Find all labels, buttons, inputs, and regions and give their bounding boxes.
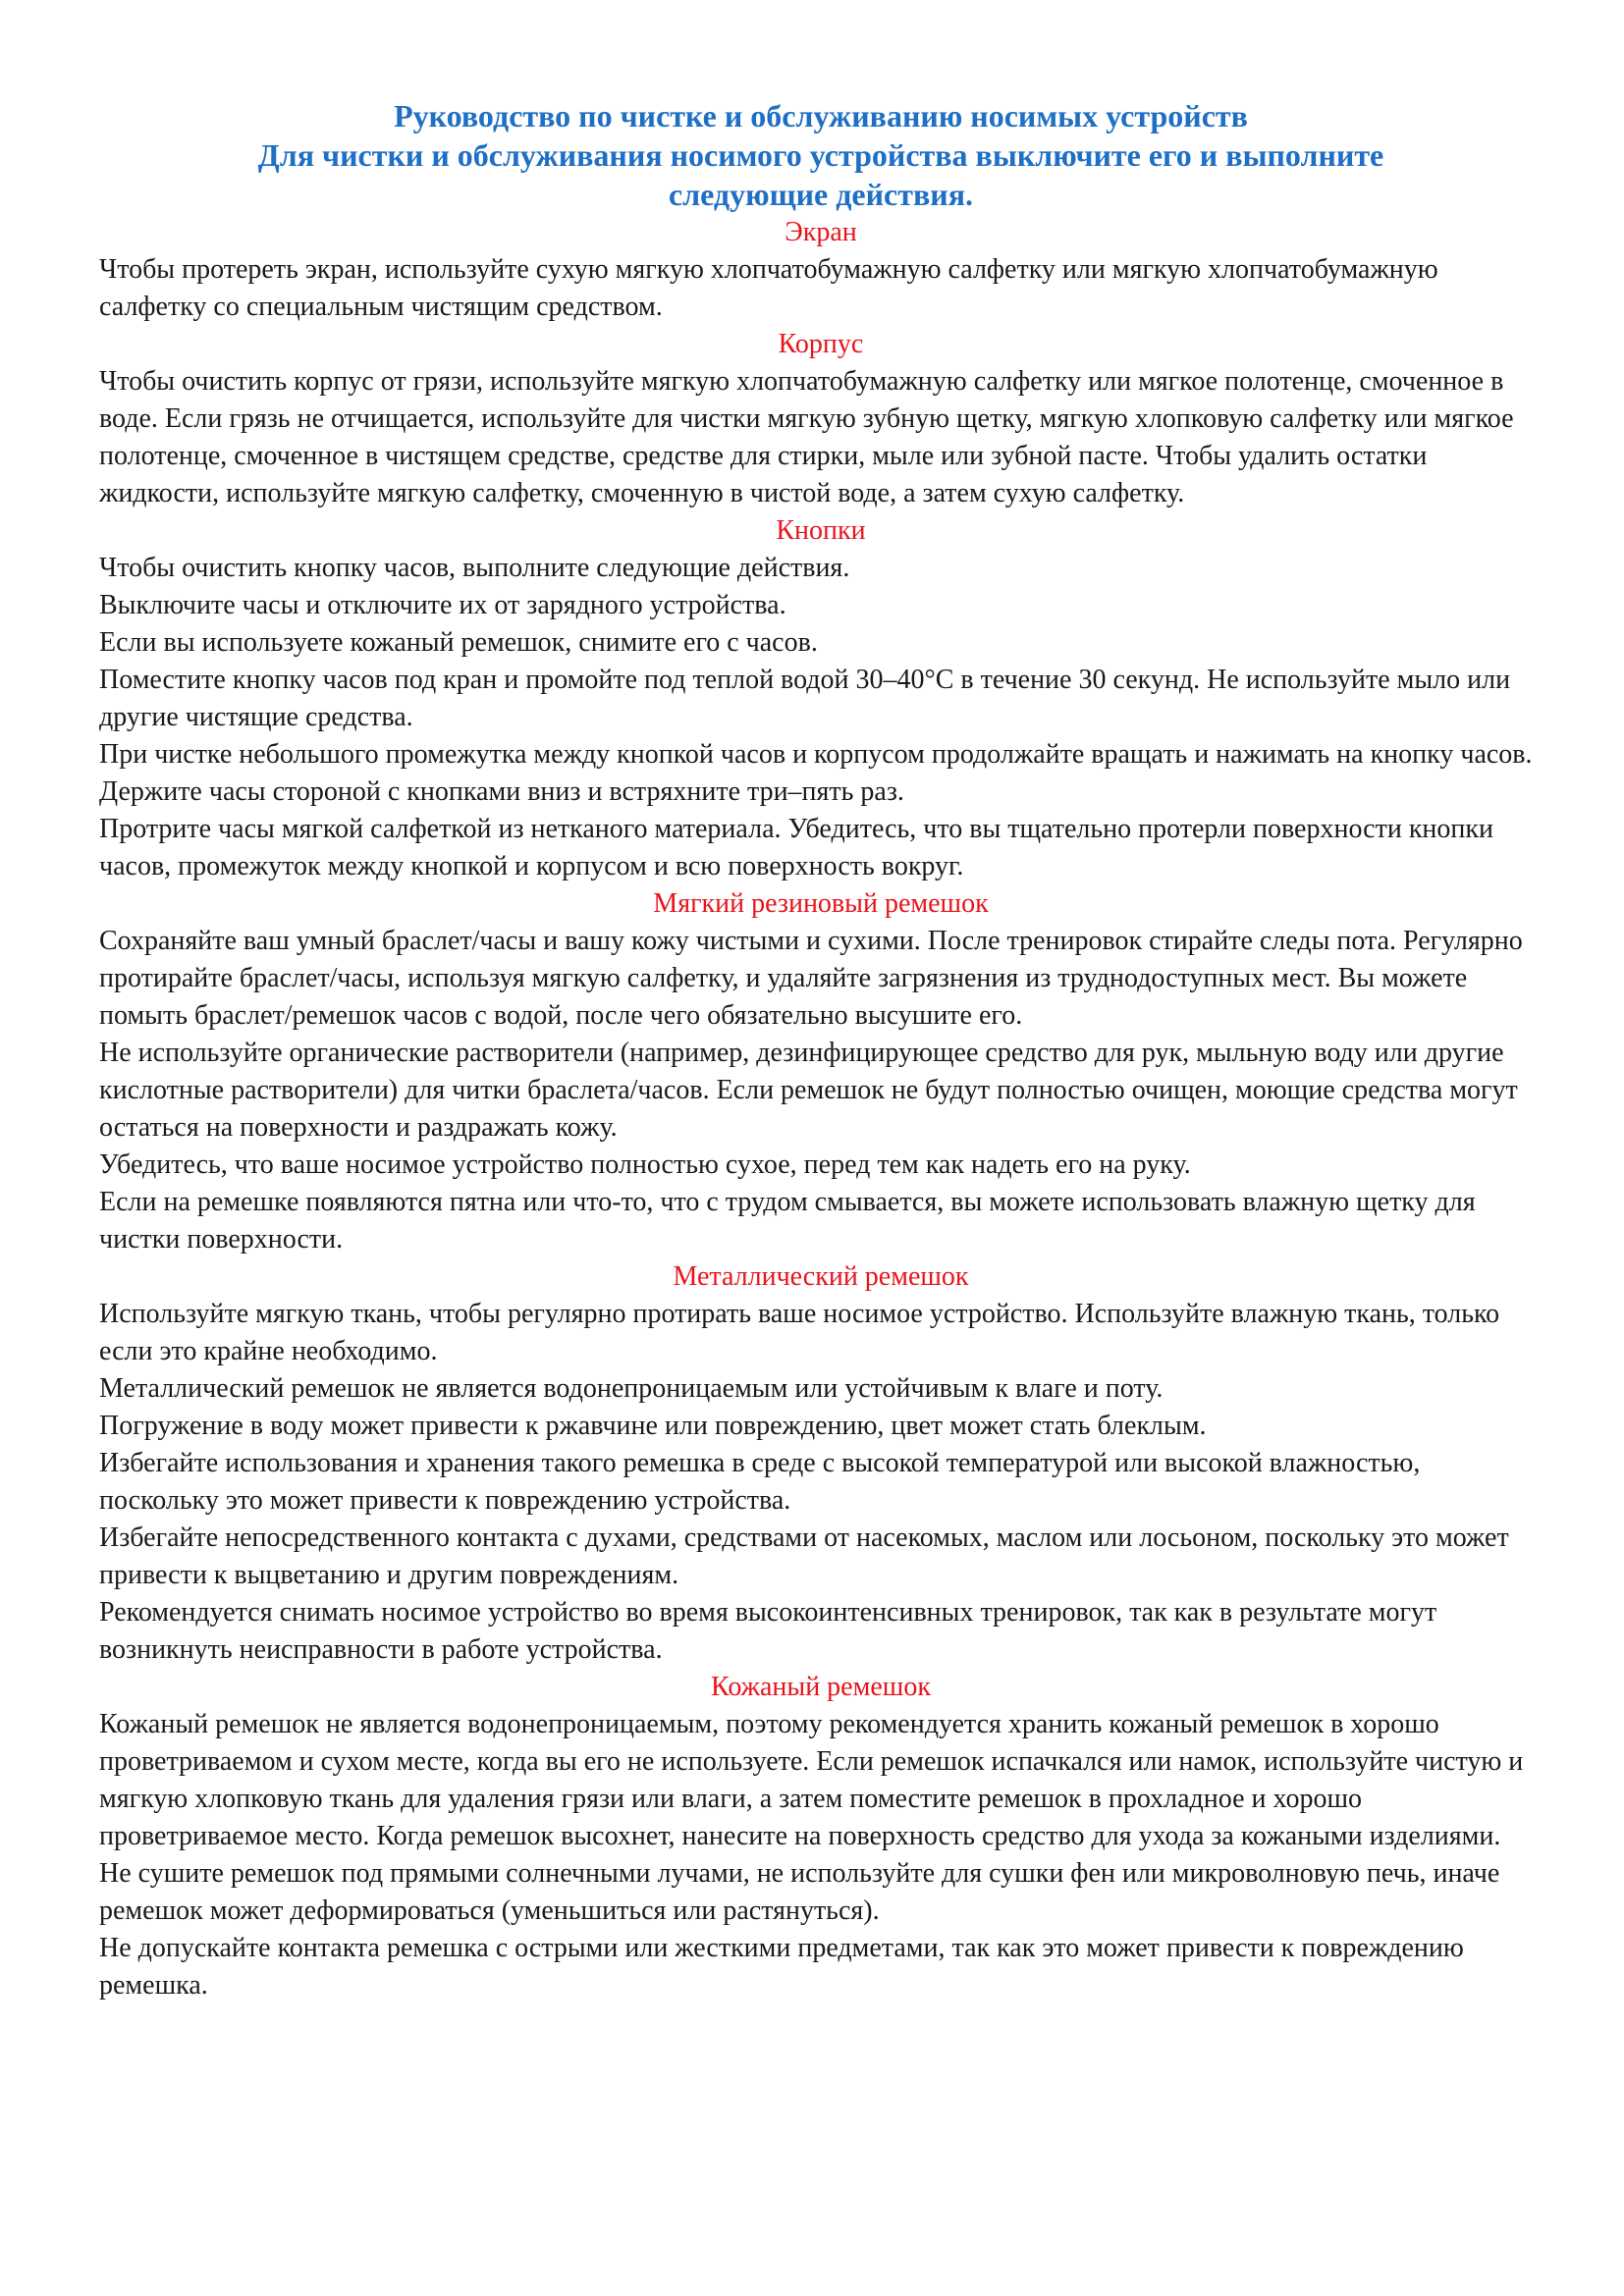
section-screen [99, 214, 1543, 326]
paragraph: Поместите кнопку часов под кран и промойте под теплой водой 30–40°C в течение 30 секунд. Не используйте мыло или другие чистящие средства. [99, 665, 1511, 732]
paragraph: Избегайте использования и хранения такого ремешка в среде с высокой температурой или высокой влажностью, поскольку это может привести к повреждению устройства. [99, 1448, 1421, 1516]
paragraph: Рекомендуется снимать носимое устройство во время высокоинтенсивных тренировок, так как в результате могут возникнуть неисправности в работе устройства. [99, 1597, 1437, 1665]
paragraph: Не допускайте контакта ремешка с острыми или жесткими предметами, так как это может привести к повреждению ремешка. [99, 1933, 1464, 2001]
section-metal-strap [99, 1258, 1543, 1669]
title-line-3: следующие действия. [668, 177, 973, 212]
paragraph: Не сушите ремешок под прямыми солнечными лучами, не используйте для сушки фен или микроволновую печь, иначе ремешок может деформироваться (уменьшиться или растянуться). [99, 1858, 1500, 1926]
section-body [99, 326, 1543, 512]
paragraph: Если на ремешке появляются пятна или что-то, что с трудом смывается, вы можете использовать влажную щетку для чистки поверхности. [99, 1187, 1476, 1255]
paragraph: Если вы используете кожаный ремешок, снимите его с часов. [99, 627, 818, 658]
section-heading: Кожаный ремешок [711, 1672, 931, 1702]
paragraph: Чтобы очистить кнопку часов, выполните следующие действия. [99, 553, 850, 583]
section-heading: Корпус [778, 329, 864, 359]
section-heading: Мягкий резиновый ремешок [653, 888, 989, 919]
paragraph: Убедитесь, что ваше носимое устройство полностью сухое, перед тем как надеть его на руку. [99, 1149, 1191, 1180]
section-rubber-strap [99, 885, 1543, 1258]
title-line-2: Для чистки и обслуживания носимого устройства выключите его и выполните [257, 137, 1384, 173]
title-line-1: Руководство по чистке и обслуживанию носимых устройств [394, 98, 1248, 133]
paragraph: Чтобы очистить корпус от грязи, используйте мягкую хлопчатобумажную салфетку или мягкое полотенце, смоченное в воде. Если грязь не отчищается, используйте для чистки мягкую зубную щетку, мягкую хлопковую салфетку или мягкое полотенце, смоченное в чистящем средстве, средстве для стирки, мыле или зубной пасте. Чтобы удалить остатки жидкости, используйте мягкую салфетку, смоченную в чистой воде, а затем сухую салфетку. [99, 366, 1514, 508]
paragraph: При чистке небольшого промежутка между кнопкой часов и корпусом продолжайте вращать и нажимать на кнопку часов. Держите часы стороной с кнопками вниз и встряхните три–пять раз. [99, 739, 1533, 807]
paragraph: Погружение в воду может привести к ржавчине или повреждению, цвет может стать блеклым. [99, 1411, 1207, 1441]
paragraph: Избегайте непосредственного контакта с духами, средствами от насекомых, маслом или лосьоном, поскольку это может привести к выцветанию и другим повреждениям. [99, 1522, 1509, 1590]
section-leather-strap [99, 1669, 1543, 2004]
paragraph: Не используйте органические растворители (например, дезинфицирующее средство для рук, мыльную воду или другие кислотные растворители) для читки браслета/часов. Если ремешок не будут полностью очищен, моющие средства могут остаться на поверхности и раздражать кожу. [99, 1038, 1518, 1143]
section-heading: Экран [785, 217, 857, 247]
paragraph: Чтобы протереть экран, используйте сухую мягкую хлопчатобумажную салфетку или мягкую хлопчатобумажную салфетку со специальным чистящим средством. [99, 254, 1438, 322]
paragraph: Кожаный ремешок не является водонепроницаемым, поэтому рекомендуется хранить кожаный ремешок в хорошо проветриваемом и сухом месте, когда вы его не используете. Если ремешок испачкался или намок, используйте чистую и мягкую хлопковую ткань для удаления грязи или влаги, а затем поместите ремешок в прохладное и хорошо проветриваемое место. Когда ремешок высохнет, нанесите на поверхность средство для ухода за кожаными изделиями. [99, 1709, 1524, 1851]
section-heading: Металлический ремешок [673, 1261, 969, 1292]
section-buttons [99, 512, 1543, 885]
paragraph: Протрите часы мягкой салфеткой из нетканого материала. Убедитесь, что вы тщательно протерли поверхности кнопки часов, промежуток между кнопкой и корпусом и всю поверхность вокруг. [99, 814, 1493, 881]
document-title [99, 96, 1543, 214]
paragraph: Используйте мягкую ткань, чтобы регулярно протирать ваше носимое устройство. Используйте влажную ткань, только если это крайне необходимо. [99, 1299, 1500, 1366]
paragraph: Выключите часы и отключите их от зарядного устройства. [99, 590, 786, 620]
paragraph: Металлический ремешок не является водонепроницаемым или устойчивым к влаге и поту. [99, 1373, 1164, 1404]
section-heading: Кнопки [776, 515, 866, 546]
paragraph: Сохраняйте ваш умный браслет/часы и вашу кожу чистыми и сухими. После тренировок стирайте следы пота. Регулярно протирайте браслет/часы, используя мягкую салфетку, и удаляйте загрязнения из труднодоступных мест. Вы можете помыть браслет/ремешок часов с водой, после чего обязательно высушите его. [99, 926, 1523, 1031]
document-page [99, 96, 1543, 2004]
